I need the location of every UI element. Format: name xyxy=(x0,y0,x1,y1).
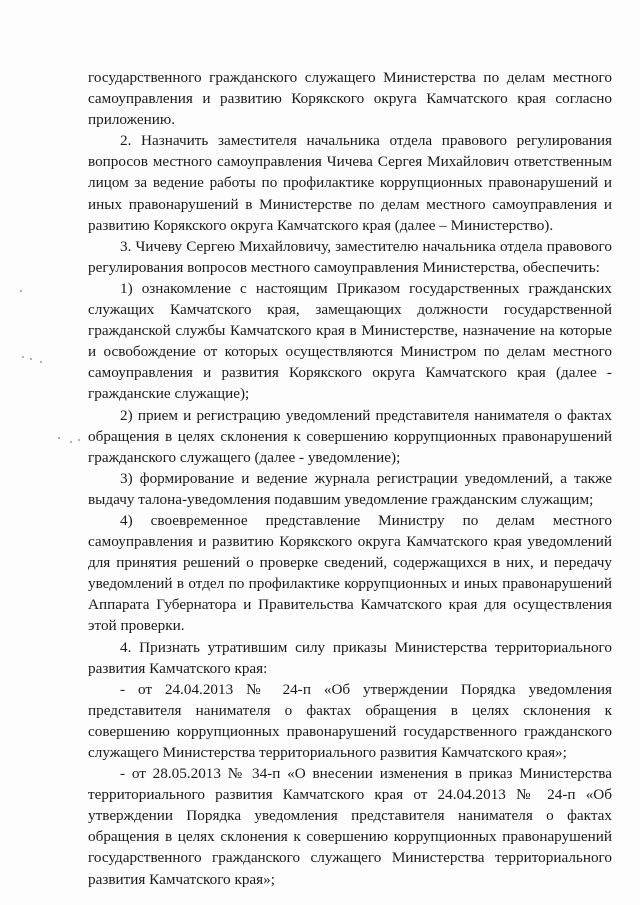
subparagraph-3: 3) формирование и ведение журнала регистрации уведомлений, а также выдачу талона-уведомления подавшим уведомление гражданским служащим; xyxy=(88,469,612,508)
repealed-order-1: - от 24.04.2013 № 24-п «Об утверждении Порядка уведомления представителя нанимателя о фактах обращения в целях склонения к совершению коррупционных правонарушений государственного гражданского служащего Министерства территориального развития Камчатского края»; xyxy=(88,680,612,761)
subparagraph-4: 4) своевременное представление Министру по делам местного самоуправления и развитию Корякского округа Камчатского края уведомлений для принятия решений о проверке сведений, содержащихся в них, и передачу уведомлений в отдел по профилактике коррупционных и иных правонарушений Аппарата Губернатора и Правительства Камчатского края для осуществления этой проверки. xyxy=(88,511,612,635)
scan-speck xyxy=(30,358,32,360)
subparagraph-2: 2) прием и регистрацию уведомлений представителя нанимателя о фактах обращения в целях склонения к совершению коррупционных правонарушений гражданского служащего (далее - уведомление); xyxy=(88,406,612,466)
document-body xyxy=(88,67,612,890)
paragraph-continuation: государственного гражданского служащего Министерства по делам местного самоуправления и развитию Корякского округа Камчатского края согласно приложению. xyxy=(88,69,612,129)
scan-speck xyxy=(40,361,42,363)
paragraph-item-2: 2. Назначить заместителя начальника отдела правового регулирования вопросов местного самоуправления Чичева Сергея Михайлович ответственным лицом за ведение работы по профилактике коррупционных правонарушений и иных правонарушений в Министерстве по делам местного самоуправления и развитию Корякского округа Камчатского края (далее – Министерство). xyxy=(88,132,612,234)
scan-speck xyxy=(22,356,24,358)
scan-speck xyxy=(70,441,72,443)
scan-speck xyxy=(78,439,80,441)
paragraph-item-3: 3. Чичеву Сергею Михайловичу, заместителю начальника отдела правового регулирования вопросов местного самоуправления Министерства, обеспечить: xyxy=(88,237,612,276)
repealed-order-2: - от 28.05.2013 № 34-п «О внесении изменения в приказ Министерства территориального развития Камчатского края от 24.04.2013 № 24-п «Об утверждении Порядка уведомления представителя нанимателя о фактах обращения в целях склонения к совершению коррупционных правонарушений государственного гражданского служащего Министерства территориального развития Камчатского края»; xyxy=(88,765,612,888)
subparagraph-1: 1) ознакомление с настоящим Приказом государственных гражданских служащих Камчатского края, замещающих должности государственной гражданской службы Камчатского края в Министерстве, назначение на которые и освобождение от которых осуществляются Министром по делам местного самоуправления и развития Корякского округа Камчатского края (далее - гражданские служащие); xyxy=(88,279,612,403)
paragraph-item-4: 4. Признать утратившим силу приказы Министерства территориального развития Камчатского края: xyxy=(88,638,612,677)
scan-speck xyxy=(20,290,22,292)
scan-speck xyxy=(58,437,60,439)
